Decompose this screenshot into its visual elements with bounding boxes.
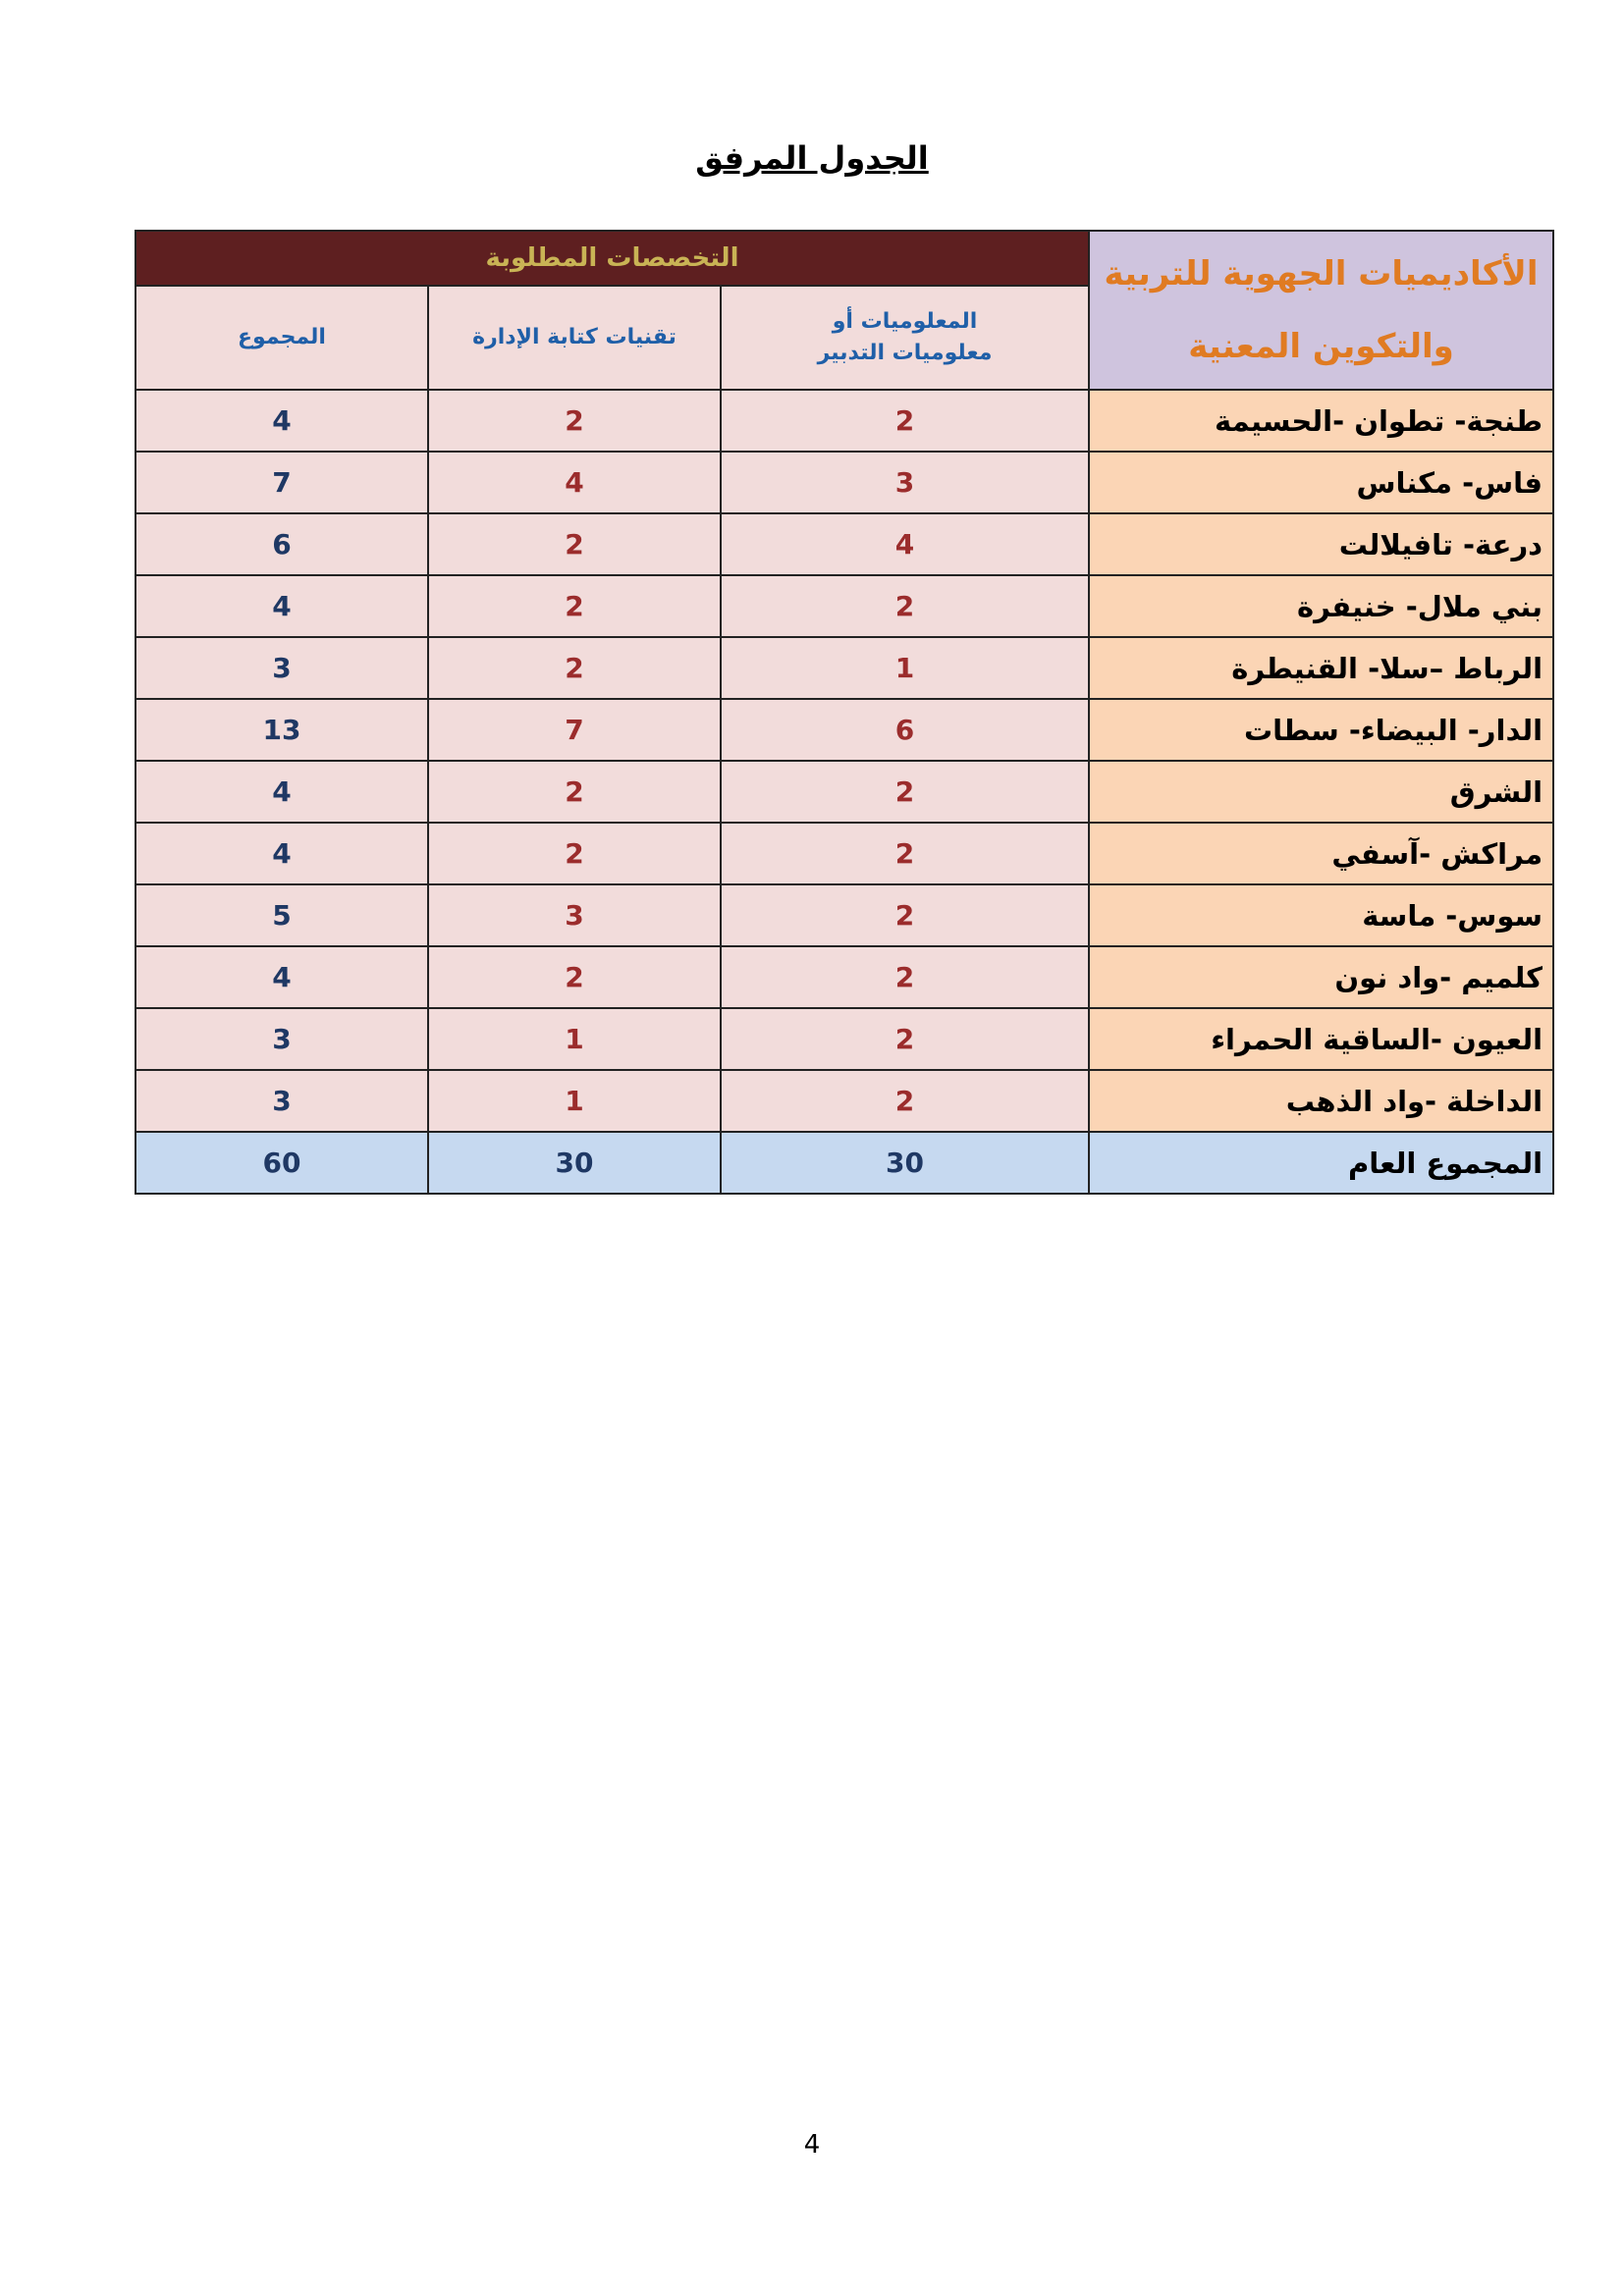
table-row bbox=[135, 390, 1553, 452]
row-total-cell: 3 bbox=[135, 1070, 428, 1132]
table-row bbox=[135, 1008, 1553, 1070]
table-row bbox=[135, 761, 1553, 823]
region-name-cell: الداخلة -واد الذهب bbox=[1089, 1070, 1553, 1132]
page-number: 4 bbox=[803, 2130, 821, 2160]
row-total-cell: 4 bbox=[135, 823, 428, 884]
info-count-cell: 2 bbox=[721, 390, 1089, 452]
row-total-cell: 3 bbox=[135, 1008, 428, 1070]
info-count-cell: 6 bbox=[721, 699, 1089, 761]
specialties-header: التخصصات المطلوبة bbox=[135, 231, 1089, 286]
admin-count-cell: 2 bbox=[428, 637, 721, 699]
admin-count-cell: 7 bbox=[428, 699, 721, 761]
col-admin-header: تقنيات كتابة الإدارة bbox=[428, 286, 721, 390]
admin-count-cell: 2 bbox=[428, 390, 721, 452]
admin-count-cell: 2 bbox=[428, 761, 721, 823]
grand-total-admin: 30 bbox=[428, 1132, 721, 1194]
table-row bbox=[135, 1070, 1553, 1132]
admin-count-cell: 2 bbox=[428, 946, 721, 1008]
region-name-cell: كلميم -واد نون bbox=[1089, 946, 1553, 1008]
table-row bbox=[135, 946, 1553, 1008]
region-name-cell: درعة- تافيلالت bbox=[1089, 513, 1553, 575]
row-total-cell: 4 bbox=[135, 761, 428, 823]
grand-total-sum: 60 bbox=[135, 1132, 428, 1194]
page-title: الجدول المرفق bbox=[695, 139, 929, 177]
row-total-cell: 13 bbox=[135, 699, 428, 761]
table-row bbox=[135, 884, 1553, 946]
info-count-cell: 2 bbox=[721, 575, 1089, 637]
row-total-cell: 4 bbox=[135, 575, 428, 637]
table-body bbox=[135, 390, 1553, 1132]
admin-count-cell: 3 bbox=[428, 884, 721, 946]
table-row bbox=[135, 823, 1553, 884]
table-row bbox=[135, 452, 1553, 513]
row-total-cell: 4 bbox=[135, 946, 428, 1008]
admin-count-cell: 2 bbox=[428, 575, 721, 637]
info-count-cell: 2 bbox=[721, 946, 1089, 1008]
row-total-cell: 4 bbox=[135, 390, 428, 452]
row-total-cell: 3 bbox=[135, 637, 428, 699]
row-total-cell: 6 bbox=[135, 513, 428, 575]
region-name-cell: سوس- ماسة bbox=[1089, 884, 1553, 946]
info-count-cell: 4 bbox=[721, 513, 1089, 575]
region-name-cell: طنجة- تطوان -الحسيمة bbox=[1089, 390, 1553, 452]
info-count-cell: 2 bbox=[721, 1008, 1089, 1070]
admin-count-cell: 2 bbox=[428, 513, 721, 575]
info-count-cell: 2 bbox=[721, 1070, 1089, 1132]
admin-count-cell: 4 bbox=[428, 452, 721, 513]
table-row bbox=[135, 699, 1553, 761]
row-total-cell: 5 bbox=[135, 884, 428, 946]
admin-count-cell: 1 bbox=[428, 1008, 721, 1070]
region-name-cell: بني ملال- خنيفرة bbox=[1089, 575, 1553, 637]
region-name-cell: الشرق bbox=[1089, 761, 1553, 823]
info-count-cell: 2 bbox=[721, 884, 1089, 946]
table-row bbox=[135, 513, 1553, 575]
academies-header: الأكاديميات الجهوية للتربية والتكوين المعنية bbox=[1089, 231, 1553, 390]
region-name-cell: مراكش -آسفي bbox=[1089, 823, 1553, 884]
col-total-header: المجموع bbox=[135, 286, 428, 390]
grand-total-label: المجموع العام bbox=[1089, 1132, 1553, 1194]
info-count-cell: 3 bbox=[721, 452, 1089, 513]
region-name-cell: العيون -الساقية الحمراء bbox=[1089, 1008, 1553, 1070]
info-count-cell: 1 bbox=[721, 637, 1089, 699]
quota-table bbox=[135, 230, 1554, 1195]
region-name-cell: الرباط –سلا- القنيطرة bbox=[1089, 637, 1553, 699]
region-name-cell: فاس- مكناس bbox=[1089, 452, 1553, 513]
info-count-cell: 2 bbox=[721, 823, 1089, 884]
row-total-cell: 7 bbox=[135, 452, 428, 513]
table-row bbox=[135, 575, 1553, 637]
info-count-cell: 2 bbox=[721, 761, 1089, 823]
col-info-header: المعلوميات أو معلوميات التدبير bbox=[721, 286, 1089, 390]
table-row bbox=[135, 637, 1553, 699]
grand-total-row bbox=[135, 1132, 1553, 1194]
admin-count-cell: 1 bbox=[428, 1070, 721, 1132]
header-row-1 bbox=[135, 231, 1553, 286]
region-name-cell: الدار- البيضاء- سطات bbox=[1089, 699, 1553, 761]
admin-count-cell: 2 bbox=[428, 823, 721, 884]
grand-total-info: 30 bbox=[721, 1132, 1089, 1194]
